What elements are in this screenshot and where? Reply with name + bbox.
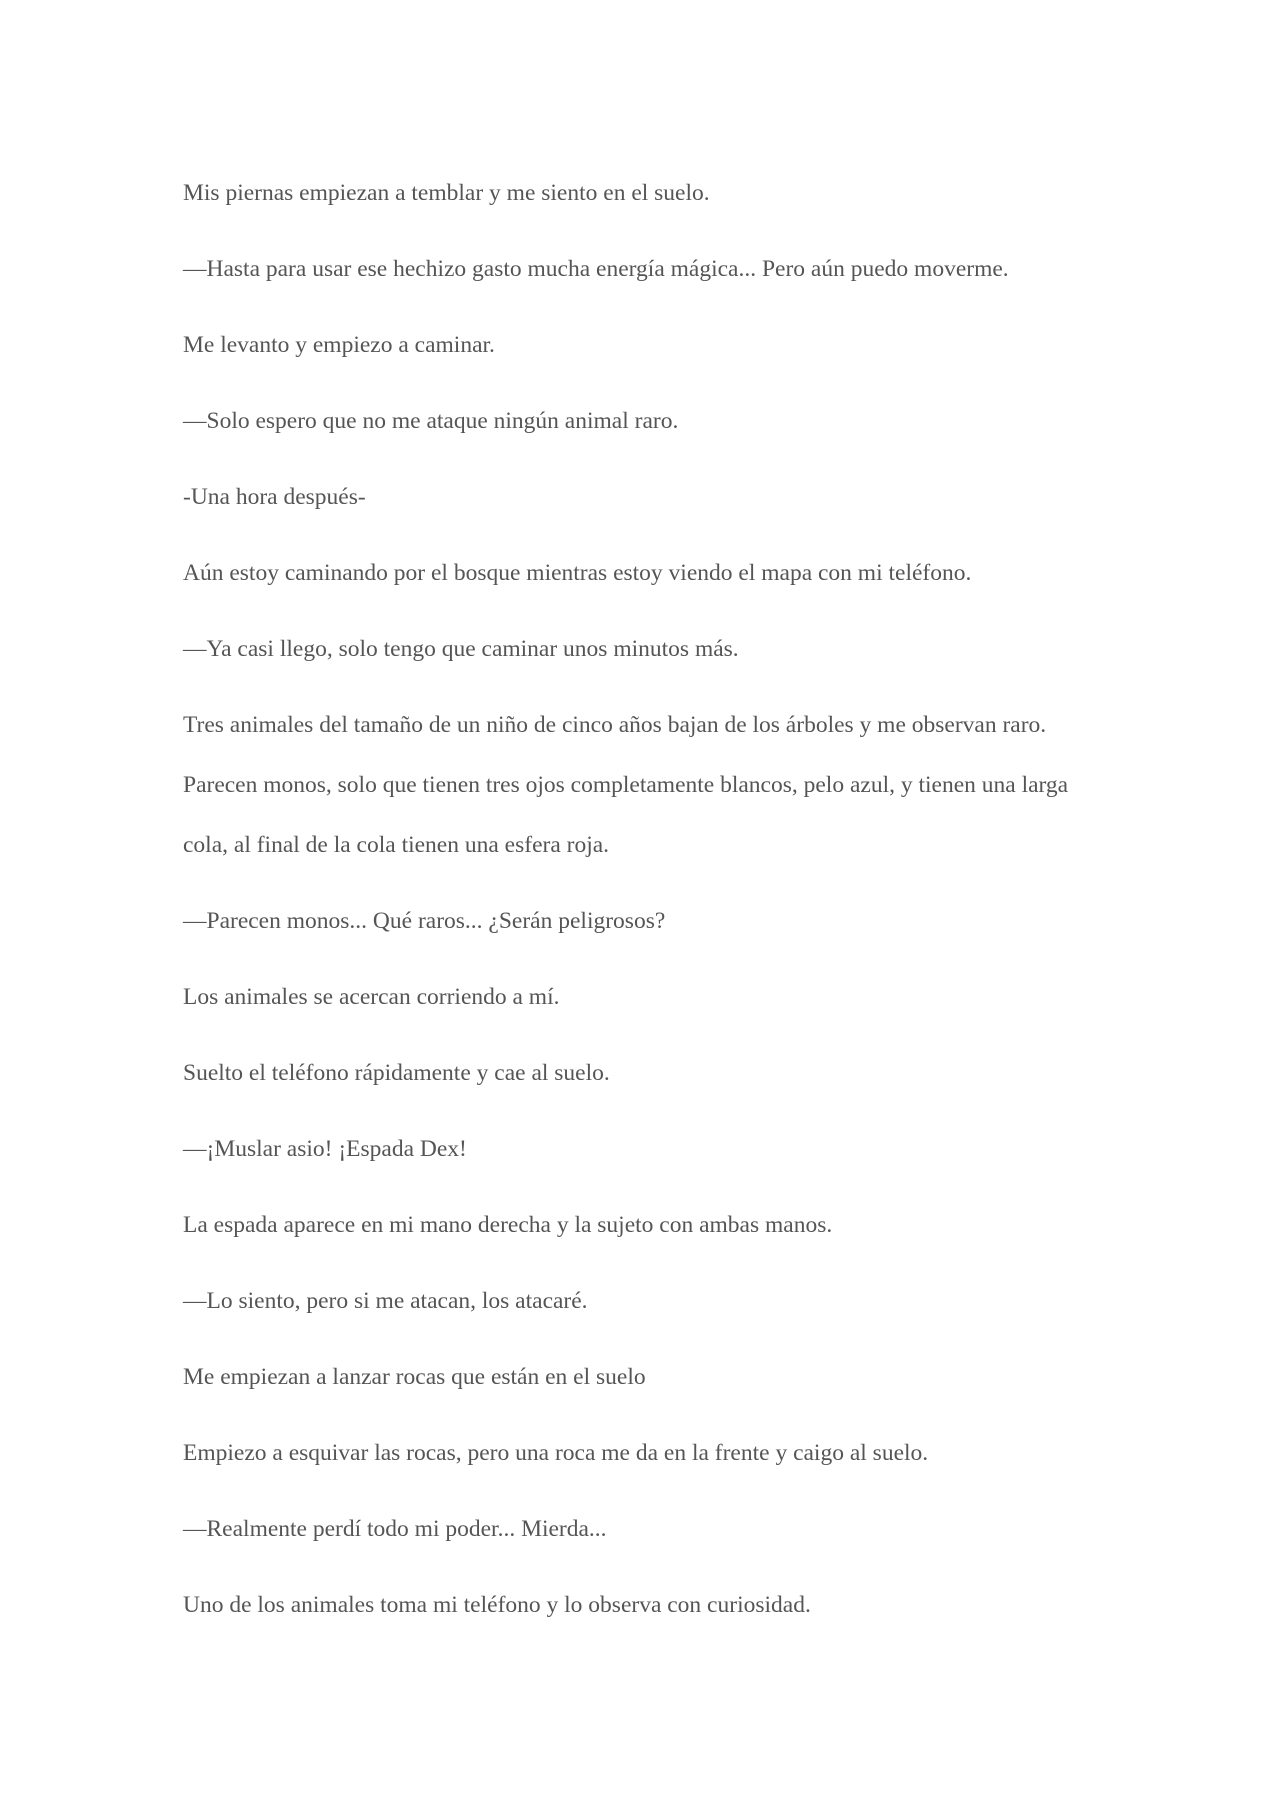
dialogue-paragraph: —Parecen monos... Qué raros... ¿Serán peligrosos? xyxy=(183,908,666,934)
dialogue-paragraph: —Solo espero que no me ataque ningún animal raro. xyxy=(183,408,679,434)
dialogue-paragraph: —Hasta para usar ese hechizo gasto mucha energía mágica... Pero aún puedo moverme. xyxy=(183,256,1009,282)
paragraph: Tres animales del tamaño de un niño de cinco años bajan de los árboles y me observan raro. Parecen monos, solo que tienen tres ojos completamente blancos, pelo azul, y tienen una larga cola, al final de la cola tienen una esfera roja. xyxy=(183,712,1069,858)
dialogue-paragraph: —Lo siento, pero si me atacan, los atacaré. xyxy=(183,1288,588,1314)
paragraph: Uno de los animales toma mi teléfono y lo observa con curiosidad. xyxy=(183,1592,811,1618)
dialogue-paragraph: —Realmente perdí todo mi poder... Mierda... xyxy=(183,1516,607,1542)
paragraph: Los animales se acercan corriendo a mí. xyxy=(183,984,560,1010)
dialogue-paragraph: —Ya casi llego, solo tengo que caminar unos minutos más. xyxy=(183,636,739,662)
paragraph: Mis piernas empiezan a temblar y me siento en el suelo. xyxy=(183,180,710,206)
paragraph: Suelto el teléfono rápidamente y cae al suelo. xyxy=(183,1060,610,1086)
dialogue-paragraph: —¡Muslar asio! ¡Espada Dex! xyxy=(183,1136,467,1162)
paragraph: Me empiezan a lanzar rocas que están en el suelo xyxy=(183,1364,646,1390)
scene-break: -Una hora después- xyxy=(183,484,366,510)
document-page xyxy=(183,178,1103,1666)
paragraph: Me levanto y empiezo a caminar. xyxy=(183,332,495,358)
paragraph: Aún estoy caminando por el bosque mientras estoy viendo el mapa con mi teléfono. xyxy=(183,560,972,586)
paragraph: La espada aparece en mi mano derecha y la sujeto con ambas manos. xyxy=(183,1212,833,1238)
paragraph: Empiezo a esquivar las rocas, pero una roca me da en la frente y caigo al suelo. xyxy=(183,1440,929,1466)
